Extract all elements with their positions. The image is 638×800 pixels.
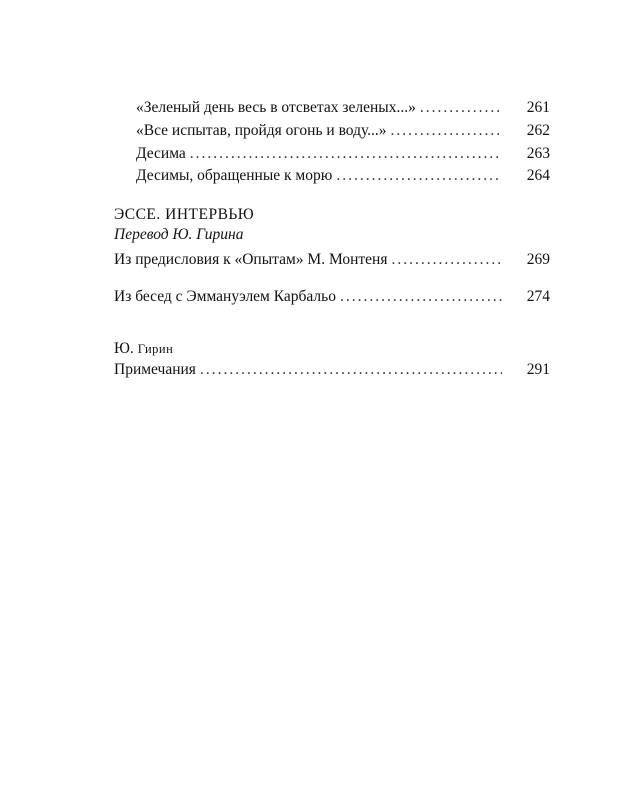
toc-entry-page: 291 — [526, 361, 550, 378]
toc-entry-title: Из предисловия к «Опытам» М. Монтеня — [114, 251, 388, 268]
dot-leader — [200, 360, 502, 380]
toc-entry-page: 269 — [526, 251, 550, 268]
toc-entry-page: 261 — [526, 99, 550, 116]
toc-entry-poem-4[interactable] — [136, 166, 550, 186]
toc-entry-poem-2[interactable] — [136, 121, 550, 141]
dot-leader — [190, 144, 502, 164]
toc-entry-page: 262 — [526, 122, 550, 139]
toc-entry-page: 264 — [526, 167, 550, 184]
toc-entry-essay-1[interactable] — [114, 250, 550, 270]
notes-author-initial: Ю. — [114, 340, 134, 357]
toc-entry-notes[interactable] — [114, 360, 550, 380]
toc-entry-page: 263 — [526, 145, 550, 162]
section-translator: Перевод Ю. Гирина — [114, 226, 244, 243]
toc-entry-poem-1[interactable] — [136, 98, 550, 118]
toc-entry-title: «Все испытав, пройдя огонь и воду...» — [136, 122, 387, 139]
notes-author — [114, 339, 173, 359]
toc-entry-title: «Зеленый день весь в отсветах зеленых...» — [136, 99, 416, 116]
toc-entry-page: 274 — [526, 288, 550, 305]
toc-entry-title: Из бесед с Эммануэлем Карбальо — [114, 288, 336, 305]
toc-entry-essay-2[interactable] — [114, 287, 550, 307]
dot-leader — [391, 250, 502, 270]
dot-leader — [420, 98, 502, 118]
section-heading: ЭССЕ. ИНТЕРВЬЮ — [114, 206, 255, 223]
dot-leader — [340, 287, 502, 307]
toc-entry-title: Примечания — [114, 361, 196, 378]
toc-entry-poem-3[interactable] — [136, 144, 550, 164]
dot-leader — [336, 166, 502, 186]
dot-leader — [391, 121, 502, 141]
toc-entry-title: Десима — [136, 145, 186, 162]
notes-author-surname: Гирин — [137, 342, 174, 356]
toc-entry-title: Десимы, обращенные к морю — [136, 167, 333, 184]
